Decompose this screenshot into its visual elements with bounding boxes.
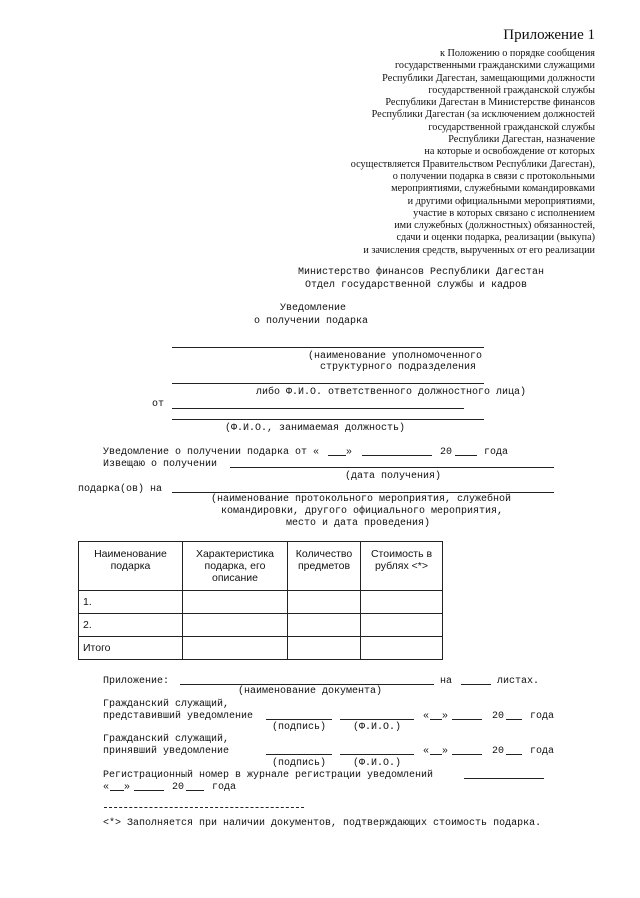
gifts-on-label: подарка(ов) на <box>78 484 163 495</box>
appendix-line: и другими официальными мероприятиями, <box>407 195 595 207</box>
appendix-line: ими служебных (должностных) обязанностей, <box>394 220 595 232</box>
registration-year-field[interactable] <box>186 790 204 791</box>
name-hint: (Ф.И.О.) <box>353 758 402 769</box>
addressee-field[interactable] <box>172 347 484 348</box>
sender-field[interactable] <box>172 419 484 420</box>
appendix-line: государственной гражданской службы <box>428 84 595 96</box>
appendix-line: участие в которых связано с исполнением <box>413 207 595 219</box>
submitter-year-field[interactable] <box>506 719 522 720</box>
submitter-label: Гражданский служащий, <box>103 699 230 710</box>
quote-close: » <box>442 746 449 757</box>
department-name: Отдел государственной службы и кадров <box>305 280 528 291</box>
table-cell[interactable] <box>183 614 288 637</box>
from-label: от <box>152 399 165 410</box>
attachment-on: на <box>440 676 453 687</box>
year-word: года <box>530 746 555 757</box>
submitter-label: представивший уведомление <box>103 711 254 722</box>
footnote-text: <*> Заполняется при наличии документов, подтверждающих стоимость подарка. <box>103 818 542 829</box>
appendix-line: мероприятиями, служебными командировками <box>391 183 595 195</box>
signature-hint: (подпись) <box>272 758 327 769</box>
quote-open: « <box>423 746 430 757</box>
receiver-month-field[interactable] <box>452 754 482 755</box>
receipt-date-hint: (дата получения) <box>345 471 442 482</box>
receiver-day-field[interactable] <box>430 754 442 755</box>
appendix-line: государственными гражданскими служащими <box>394 60 595 72</box>
year-prefix: 20 <box>492 746 505 757</box>
sender-field[interactable] <box>172 408 464 409</box>
year-word: года <box>530 711 555 722</box>
inform-label: Извещаю о получении <box>103 459 218 470</box>
quote-close: » <box>124 782 131 793</box>
receiver-signature-field[interactable] <box>266 754 332 755</box>
table-row <box>79 614 443 637</box>
table-cell[interactable] <box>361 591 443 614</box>
sheets-count-field[interactable] <box>461 684 491 685</box>
quote-open: « <box>103 782 110 793</box>
table-cell[interactable] <box>183 591 288 614</box>
receiver-year-field[interactable] <box>506 754 522 755</box>
submitter-day-field[interactable] <box>430 719 442 720</box>
event-hint: место и дата проведения) <box>286 518 431 529</box>
signature-hint: (подпись) <box>272 722 327 733</box>
appendix-line: на которые и освобождение от которых <box>424 146 595 158</box>
quote-open: « <box>423 711 430 722</box>
year-prefix: 20 <box>492 711 505 722</box>
table-cell[interactable] <box>288 591 361 614</box>
attachment-label: Приложение: <box>103 676 170 687</box>
table-row <box>79 637 443 660</box>
table-cell[interactable] <box>361 637 443 660</box>
appendix-line: Республики Дагестан в Министерстве финансов <box>385 97 595 109</box>
table-header-row <box>79 542 443 591</box>
appendix-line: государственной гражданской службы <box>428 121 595 133</box>
row-label: 1. <box>79 591 183 614</box>
table-cell[interactable] <box>288 614 361 637</box>
header-cost: Стоимость в рублях <*> <box>361 542 443 591</box>
notice-subtitle: о получении подарка <box>254 316 369 327</box>
notice-date-label: Уведомление о получении подарка от « <box>103 447 320 458</box>
registration-label: Регистрационный номер в журнале регистрации уведомлений <box>103 770 434 781</box>
event-hint: (наименование протокольного мероприятия, служебной <box>211 494 512 505</box>
appendix-line: о получении подарка в связи с протокольными <box>392 170 595 182</box>
appendix-line: сдачи и оценки подарка, реализации (выкупа) <box>396 232 595 244</box>
sheets-label: листах. <box>497 676 540 687</box>
day-field[interactable] <box>328 455 346 456</box>
appendix-line: и зачисления средств, вырученных от его реализации <box>363 244 595 256</box>
receiver-label: Гражданский служащий, <box>103 734 230 745</box>
appendix-line: Республики Дагестан, замещающими должности <box>382 72 595 84</box>
event-hint: командировки, другого официального мероприятия, <box>221 506 504 517</box>
appendix-header <box>295 48 595 257</box>
registration-day-field[interactable] <box>110 790 124 791</box>
year-field[interactable] <box>455 455 477 456</box>
appendix-line: Республики Дагестан (за исключением должностей <box>371 109 595 121</box>
quote-close: » <box>442 711 449 722</box>
year-prefix: 20 <box>440 447 453 458</box>
submitter-name-field[interactable] <box>340 719 414 720</box>
header-description: Характеристика подарка, его описание <box>183 542 288 591</box>
year-word: года <box>212 782 237 793</box>
attachment-hint: (наименование документа) <box>238 686 383 697</box>
table-cell[interactable] <box>288 637 361 660</box>
addressee-hint: (наименование уполномоченного <box>308 351 483 362</box>
registration-month-field[interactable] <box>134 790 164 791</box>
table-cell[interactable] <box>183 637 288 660</box>
appendix-line: осуществляется Правительством Республики Дагестан), <box>350 158 595 170</box>
year-word: года <box>484 447 509 458</box>
ministry-name: Министерство финансов Республики Дагестан <box>298 267 545 278</box>
appendix-line: Республики Дагестан, назначение <box>448 134 595 146</box>
gifts-table <box>78 541 443 660</box>
addressee-hint: либо Ф.И.О. ответственного должностного лица) <box>256 387 527 398</box>
addressee-field[interactable] <box>172 383 484 384</box>
row-label: 2. <box>79 614 183 637</box>
receipt-date-field[interactable] <box>230 467 554 468</box>
receiver-name-field[interactable] <box>340 754 414 755</box>
header-quantity: Количество предметов <box>288 542 361 591</box>
appendix-title: Приложение 1 <box>503 27 595 43</box>
appendix-line: к Положению о порядке сообщения <box>440 48 595 59</box>
footnote-divider <box>104 807 304 808</box>
row-label: Итого <box>79 637 183 660</box>
notice-title: Уведомление <box>280 303 347 314</box>
header-gift-name: Наименование подарка <box>79 542 183 591</box>
registration-number-field[interactable] <box>464 778 544 779</box>
name-hint: (Ф.И.О.) <box>353 722 402 733</box>
attachment-field[interactable] <box>180 684 434 685</box>
table-cell[interactable] <box>361 614 443 637</box>
table-row <box>79 591 443 614</box>
year-prefix: 20 <box>172 782 185 793</box>
quote-close: » <box>346 447 353 458</box>
month-field[interactable] <box>362 455 432 456</box>
submitter-signature-field[interactable] <box>266 719 332 720</box>
receiver-label: принявший уведомление <box>103 746 230 757</box>
sender-hint: (Ф.И.О., занимаемая должность) <box>225 423 406 434</box>
submitter-month-field[interactable] <box>452 719 482 720</box>
addressee-hint: структурного подразделения <box>320 362 477 373</box>
event-field[interactable] <box>172 492 554 493</box>
